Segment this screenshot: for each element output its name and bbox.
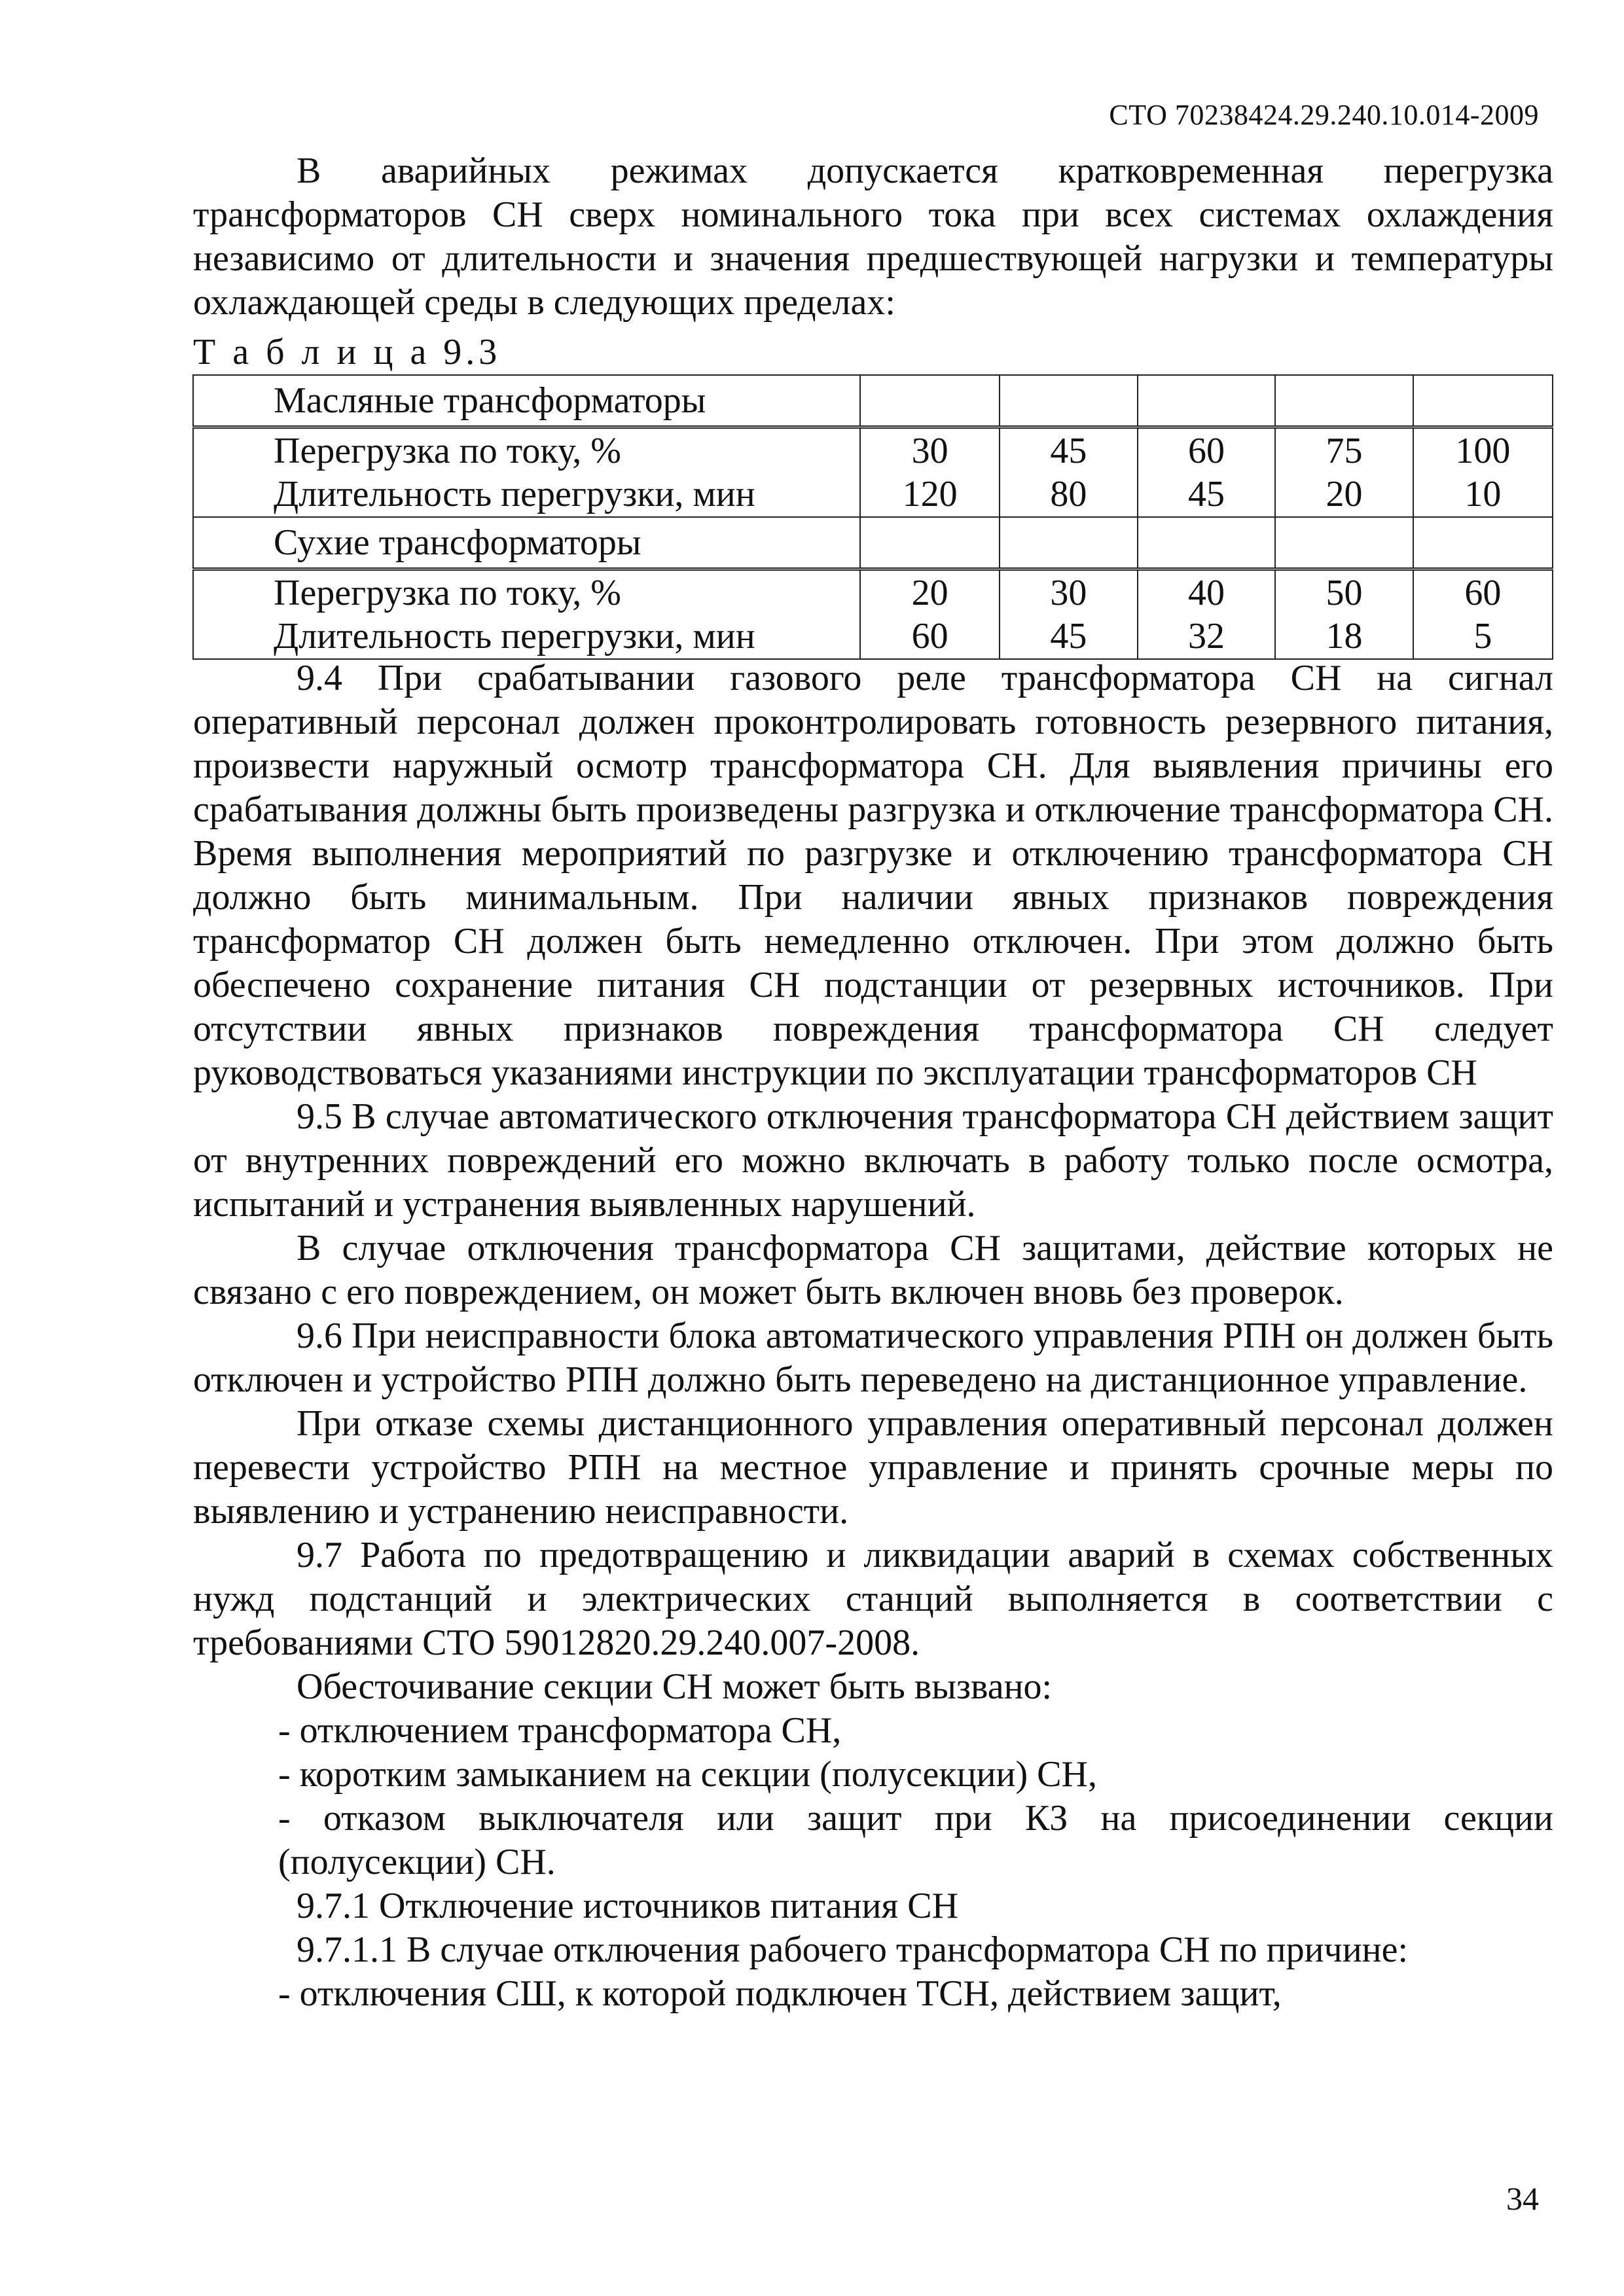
table-empty-cell	[1275, 375, 1413, 427]
table-row	[193, 427, 1553, 518]
intro-block	[193, 149, 1553, 325]
table-cell-value: 20	[1326, 474, 1363, 514]
table-cell	[1138, 427, 1276, 518]
table-cell	[860, 569, 1000, 660]
table-section-title: Масляные трансформаторы	[193, 375, 860, 427]
table-cell-value: 75	[1326, 431, 1363, 471]
table-cell-value: 120	[902, 474, 958, 514]
table-cell-value: 30	[911, 431, 948, 471]
table-caption: Т а б л и ц а 9.3	[193, 332, 501, 372]
table-cell	[1275, 427, 1413, 518]
table-cell-value: 60	[1187, 431, 1225, 471]
paragraph-9-7-continued: Обесточивание секции СН может быть вызвано:	[297, 1666, 1053, 1707]
paragraph-9-4: 9.4 При срабатывании газового реле трансформатора СН на сигнал оперативный персонал должен проконтролировать готовность резервного питания, произвести наружный осмотр трансформатора СН. Для выявления причины его срабатывания должны быть произведены разгрузка и отключение трансформатора СН. Время выполнения мероприятий по разгрузке и отключению трансформатора СН должно быть минимальным. При наличии явных признаков повреждения трансформатор СН должен быть немедленно отключен. При этом должно быть обеспечено сохранение питания СН подстанции от резервных источников. При отсутствии явных признаков повреждения трансформатора СН следует руководствоваться указаниями инструкции по эксплуатации трансформаторов СН	[193, 658, 1553, 1093]
section-heading-9-7-1: 9.7.1 Отключение источников питания СН	[297, 1886, 959, 1926]
table-empty-cell	[1000, 517, 1138, 569]
table-cell	[1413, 427, 1553, 518]
table-empty-cell	[1138, 517, 1276, 569]
paragraph-9-7-1-1: 9.7.1.1 В случае отключения рабочего трансформатора СН по причине:	[297, 1929, 1409, 1970]
table-section-header	[193, 375, 1553, 427]
table-row-labels	[193, 427, 860, 518]
paragraph-9-6: 9.6 При неисправности блока автоматического управления РПН он должен быть отключен и устройство РПН должно быть переведено на дистанционное управление.	[193, 1316, 1553, 1400]
list-item: - отключением трансформатора СН,	[278, 1710, 842, 1751]
table-empty-cell	[1413, 517, 1553, 569]
table-empty-cell	[1275, 517, 1413, 569]
table-cell-value: 45	[1187, 474, 1225, 514]
table-section-title: Сухие трансформаторы	[193, 517, 860, 569]
table-cell	[1413, 569, 1553, 660]
paragraph-9-7: 9.7 Работа по предотвращению и ликвидации аварий в схемах собственных нужд подстанций и электрических станций выполняется в соответствии с требованиями СТО 59012820.29.240.007-2008.	[193, 1535, 1553, 1663]
overload-table	[192, 374, 1553, 660]
table-empty-cell	[860, 375, 1000, 427]
table-cell-value: 5	[1473, 616, 1492, 656]
table-empty-cell	[860, 517, 1000, 569]
paragraph-9-5: 9.5 В случае автоматического отключения трансформатора СН действием защит от внутренних повреждений его можно включать в работу только после осмотра, испытаний и устранения выявленных нарушений.	[193, 1096, 1553, 1225]
list-item: - отказом выключателя или защит при КЗ на присоединении секции (полусекции) СН.	[278, 1798, 1553, 1882]
table-cell-value: 30	[1050, 573, 1087, 613]
table-cell	[860, 427, 1000, 518]
table-cell-value: 45	[1050, 616, 1087, 656]
table-cell-value: 32	[1187, 616, 1225, 656]
table-cell-value: 40	[1187, 573, 1225, 613]
table-cell-value: 10	[1464, 474, 1502, 514]
main-text	[193, 656, 1553, 2016]
table-cell-value: 20	[911, 573, 948, 613]
paragraph-9-6-continued: При отказе схемы дистанционного управления оперативный персонал должен перевести устройство РПН на местное управление и принять срочные меры по выявлению и устранению неисправности.	[193, 1403, 1553, 1532]
table-row	[193, 569, 1553, 660]
intro-paragraph: В аварийных режимах допускается кратковременная перегрузка трансформаторов СН сверх номинального тока при всех системах охлаждения независимо от длительности и значения предшествующей нагрузки и температуры охлаждающей среды в следующих пределах:	[193, 151, 1553, 323]
table-cell-value: 45	[1050, 431, 1087, 471]
table-empty-cell	[1413, 375, 1553, 427]
table-empty-cell	[1138, 375, 1276, 427]
table-cell-value: 80	[1050, 474, 1087, 514]
table-cell-value: 50	[1326, 573, 1363, 613]
table-cell-value: 18	[1326, 616, 1363, 656]
table-cell	[1000, 427, 1138, 518]
table-row-label: Перегрузка по току, %	[274, 431, 621, 471]
table-cell-value: 60	[911, 616, 948, 656]
table-row-label: Перегрузка по току, %	[274, 573, 621, 613]
table-section-header	[193, 517, 1553, 569]
list-item: - отключения СШ, к которой подключен ТСН, действием защит,	[278, 1973, 1282, 2014]
table-row-label: Длительность перегрузки, мин	[274, 474, 755, 514]
table-cell-value: 100	[1455, 431, 1511, 471]
document-code: СТО 70238424.29.240.10.014-2009	[1109, 99, 1539, 131]
table-row-label: Длительность перегрузки, мин	[274, 616, 755, 656]
list-item: - коротким замыканием на секции (полусекции) СН,	[278, 1754, 1097, 1795]
table-row-labels	[193, 569, 860, 660]
table-cell	[1275, 569, 1413, 660]
table-cell	[1138, 569, 1276, 660]
table-cell	[1000, 569, 1138, 660]
table-cell-value: 60	[1464, 573, 1502, 613]
page-number: 34	[1506, 2180, 1539, 2217]
table-empty-cell	[1000, 375, 1138, 427]
paragraph-9-5-continued: В случае отключения трансформатора СН защитами, действие которых не связано с его повреждением, он может быть включен вновь без проверок.	[193, 1228, 1553, 1312]
